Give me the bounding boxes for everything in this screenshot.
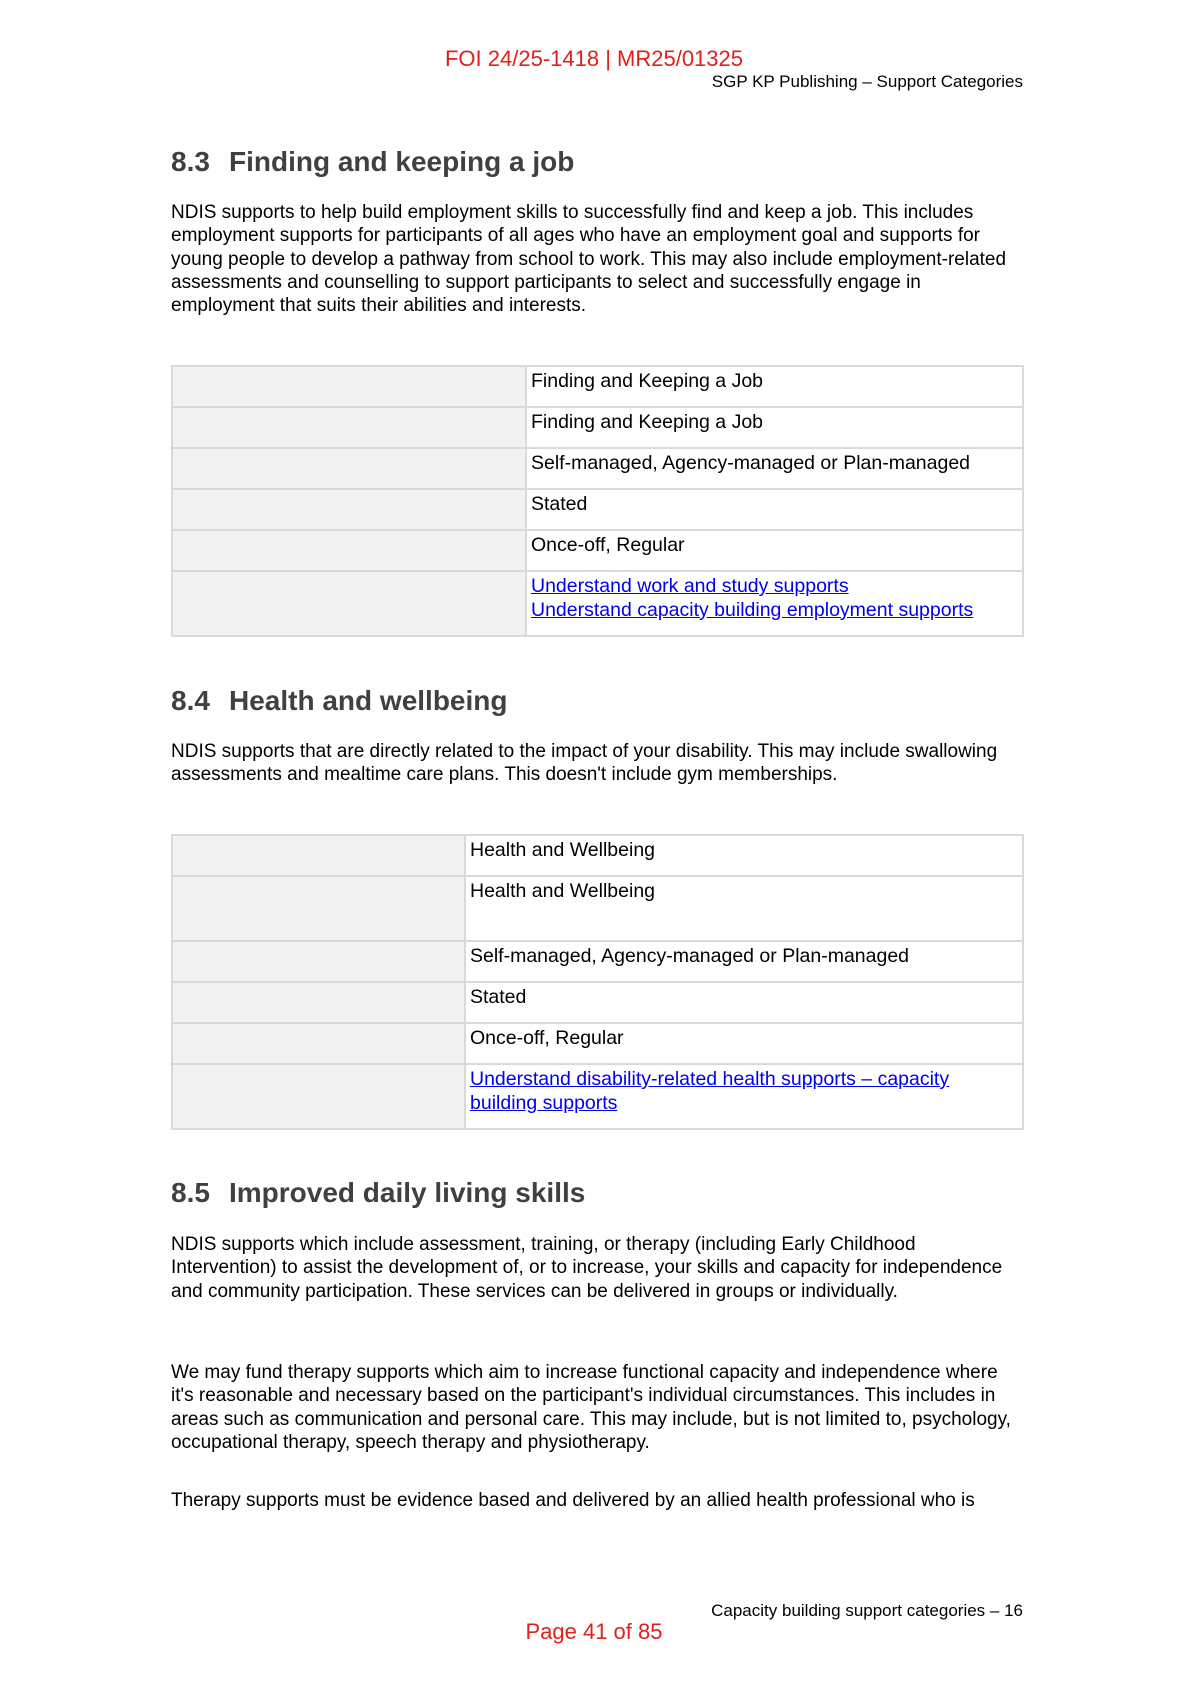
section-8-3-paragraph xyxy=(171,201,1024,317)
paragraph: NDIS supports that are directly related to the impact of your disability. This may include swallowing assessments and mealtime care plans. This doesn't include gym memberships. xyxy=(171,741,998,786)
support-details-table xyxy=(171,365,1024,637)
table-value-cell: Health and Wellbeing xyxy=(465,876,1023,941)
section-number: 8.5 xyxy=(171,1177,210,1208)
section-heading xyxy=(171,145,1024,179)
table-label-cell xyxy=(172,835,465,876)
table-label-cell xyxy=(172,366,526,407)
section-8-3-table-wrap xyxy=(171,365,1024,637)
link-understand-capacity-building-employment-supports[interactable]: Understand capacity building employment supports xyxy=(531,598,974,621)
section-number: 8.3 xyxy=(171,146,210,177)
table-label-cell xyxy=(172,982,465,1023)
paragraph: Therapy supports must be evidence based and delivered by an allied health professional who is xyxy=(171,1490,975,1511)
section-8-3 xyxy=(171,145,1024,179)
section-8-5-paragraph-3 xyxy=(171,1489,1024,1512)
table-row xyxy=(172,366,1023,407)
link-understand-work-and-study-supports[interactable]: Understand work and study supports xyxy=(531,575,849,597)
table-value-cell: Once-off, Regular xyxy=(526,530,1023,571)
support-details-table xyxy=(171,834,1024,1130)
table-label-cell xyxy=(172,571,526,636)
table-links-cell xyxy=(526,571,1023,636)
section-8-5-paragraph-1 xyxy=(171,1233,1024,1303)
foi-reference: FOI 24/25-1418 | MR25/01325 xyxy=(444,46,743,71)
table-row xyxy=(172,876,1023,941)
section-number: 8.4 xyxy=(171,685,210,716)
section-heading xyxy=(171,1176,1024,1210)
section-8-5-paragraph-2 xyxy=(171,1361,1024,1454)
section-8-4-table-wrap xyxy=(171,834,1024,1130)
table-row xyxy=(172,489,1023,530)
table-value-cell: Stated xyxy=(465,982,1023,1023)
section-8-4-paragraph xyxy=(171,740,1024,787)
table-label-cell xyxy=(172,448,526,489)
table-row xyxy=(172,982,1023,1023)
link-understand-disability-related-health-supports[interactable]: Understand disability-related health supports – capacity building supports xyxy=(470,1068,950,1114)
table-value-cell: Once-off, Regular xyxy=(465,1023,1023,1064)
table-label-cell xyxy=(172,1023,465,1064)
table-value-cell: Finding and Keeping a Job xyxy=(526,407,1023,448)
footer-category-page: Capacity building support categories – 16 xyxy=(711,1601,1023,1620)
table-row xyxy=(172,530,1023,571)
table-label-cell xyxy=(172,941,465,982)
table-row xyxy=(172,448,1023,489)
table-label-cell xyxy=(172,876,465,941)
table-row xyxy=(172,1023,1023,1064)
table-value-cell: Health and Wellbeing xyxy=(465,835,1023,876)
table-row xyxy=(172,941,1023,982)
section-title: Improved daily living skills xyxy=(229,1177,586,1208)
table-row xyxy=(172,1064,1023,1129)
page-number: Page 41 of 85 xyxy=(525,1619,663,1644)
table-row xyxy=(172,571,1023,636)
section-heading xyxy=(171,684,1024,718)
table-label-cell xyxy=(172,530,526,571)
table-value-cell: Finding and Keeping a Job xyxy=(526,366,1023,407)
paragraph: NDIS supports which include assessment, training, or therapy (including Early Childhood Intervention) to assist the development of, or to increase, your skills and capacity for independence and community participation. These services can be delivered in groups or individually. xyxy=(171,1234,1003,1302)
table-label-cell xyxy=(172,407,526,448)
table-label-cell xyxy=(172,1064,465,1129)
running-header: SGP KP Publishing – Support Categories xyxy=(711,72,1023,91)
table-row xyxy=(172,835,1023,876)
section-title: Health and wellbeing xyxy=(229,685,508,716)
section-title: Finding and keeping a job xyxy=(229,146,575,177)
section-8-5 xyxy=(171,1176,1024,1210)
table-links-cell xyxy=(465,1064,1023,1129)
table-row xyxy=(172,407,1023,448)
table-value-cell: Self-managed, Agency-managed or Plan-managed xyxy=(465,941,1023,982)
paragraph: NDIS supports to help build employment skills to successfully find and keep a job. This includes employment supports for participants of all ages who have an employment goal and supports for young people to develop a pathway from school to work. This may also include employment-related assessments and counselling to support participants to select and successfully engage in employment that suits their abilities and interests. xyxy=(171,202,1007,317)
table-label-cell xyxy=(172,489,526,530)
table-value-cell: Stated xyxy=(526,489,1023,530)
paragraph: We may fund therapy supports which aim to increase functional capacity and independence where it's reasonable and necessary based on the participant's individual circumstances. This includes in areas such as communication and personal care. This may include, but is not limited to, psychology, occupational therapy, speech therapy and physiotherapy. xyxy=(171,1362,1011,1453)
table-value-cell: Self-managed, Agency-managed or Plan-managed xyxy=(526,448,1023,489)
section-8-4 xyxy=(171,684,1024,718)
